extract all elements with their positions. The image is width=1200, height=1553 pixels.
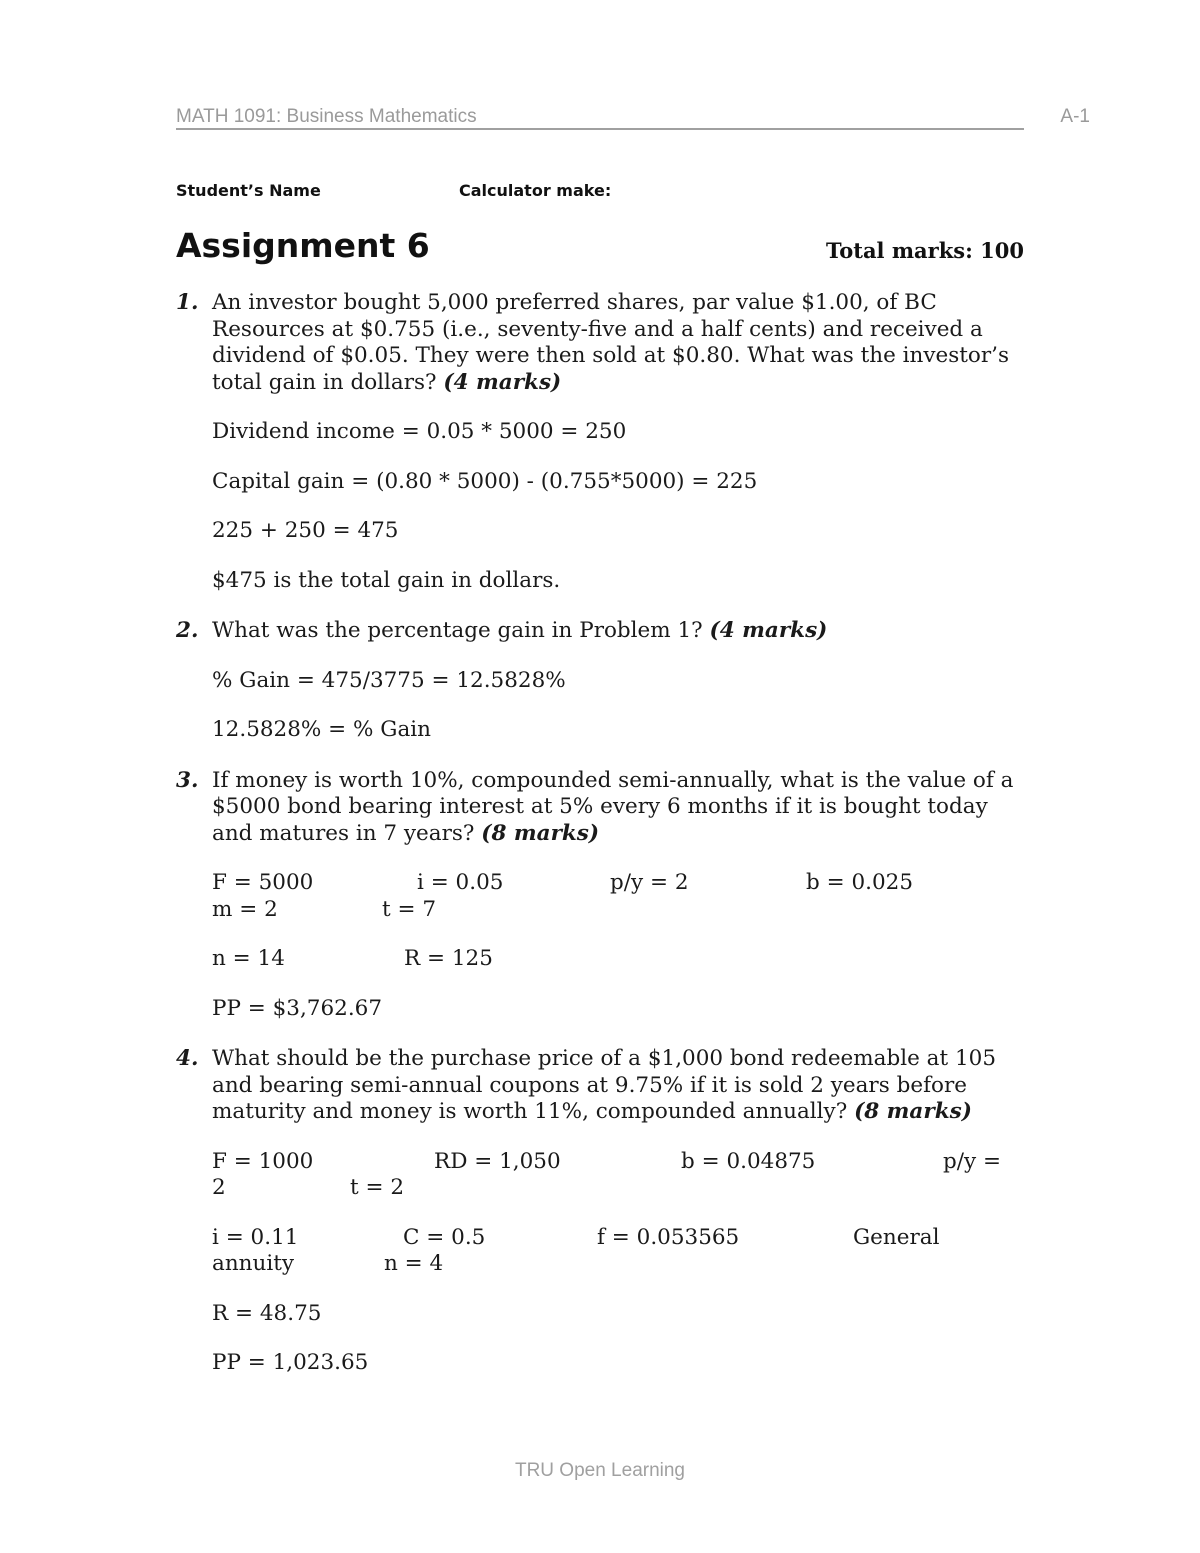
question-marks: (8 marks) <box>854 1099 972 1124</box>
variable: R = 125 <box>404 946 493 971</box>
variable: t = 7 <box>382 896 437 922</box>
question-3 <box>176 768 1026 848</box>
answer-line: Capital gain = (0.80 * 5000) - (0.755*5000) = 225 <box>212 468 758 494</box>
variable: n = 4 <box>384 1251 444 1276</box>
variable: F = 1000 <box>212 1148 314 1174</box>
total-marks: Total marks: 100 <box>826 238 1024 263</box>
variable: i = 0.05 <box>417 870 504 895</box>
variable: f = 0.053565 <box>597 1224 740 1250</box>
question-text: An investor bought 5,000 preferred shares, par value $1.00, of BC Resources at $0.755 (i.e., seventy-five and a half cents) and received a dividend of $0.05. They were then sold at $0.80. What was the investor’s total gain in dollars? <box>212 290 1009 395</box>
question-number: 4. <box>176 1046 199 1071</box>
answer-line: 12.5828% = % Gain <box>212 717 431 742</box>
question-text: If money is worth 10%, compounded semi-annually, what is the value of a $5000 bond bearing interest at 5% every 6 months if it is bought today and matures in 7 years? <box>212 767 1014 846</box>
question-marks: (8 marks) <box>481 820 600 846</box>
variable: b = 0.04875 <box>681 1148 816 1174</box>
answer-result: PP = $3,762.67 <box>212 995 383 1021</box>
student-name-label: Student’s Name <box>176 181 321 200</box>
course-header: MATH 1091: Business Mathematics <box>176 106 477 127</box>
question-number: 3. <box>176 767 199 793</box>
answer-line: 225 + 250 = 475 <box>212 518 399 543</box>
variable: n = 14 <box>212 946 285 971</box>
page-title: Assignment 6 <box>176 226 430 265</box>
header-divider <box>176 128 1024 130</box>
answer-result: PP = 1,023.65 <box>212 1350 369 1375</box>
variable: m = 2 <box>212 896 278 922</box>
variable-block <box>176 870 1026 923</box>
answer-line: $475 is the total gain in dollars. <box>212 567 561 593</box>
answer-line: R = 48.75 <box>212 1300 322 1326</box>
variable-block <box>176 946 1026 973</box>
question-marks: (4 marks) <box>709 618 828 643</box>
answer-line: % Gain = 475/3775 = 12.5828% <box>212 667 566 693</box>
variable-block <box>176 1225 1026 1278</box>
footer-text: TRU Open Learning <box>514 1460 686 1481</box>
variable: 2 <box>212 1175 226 1200</box>
question-number: 1. <box>176 290 199 315</box>
question-1 <box>176 290 1026 396</box>
variable: t = 2 <box>350 1175 405 1200</box>
variable-block <box>176 1149 1026 1202</box>
answer-line: Dividend income = 0.05 * 5000 = 250 <box>212 419 627 444</box>
variable: annuity <box>212 1251 295 1276</box>
question-4 <box>176 1046 1026 1126</box>
question-number: 2. <box>176 618 199 643</box>
variable: p/y = 2 <box>610 870 689 895</box>
calculator-make-label: Calculator make: <box>459 181 612 200</box>
question-marks: (4 marks) <box>443 369 562 395</box>
variable: RD = 1,050 <box>434 1148 561 1174</box>
question-text: What should be the purchase price of a $1,000 bond redeemable at 105 and bearing semi-annual coupons at 9.75% if it is sold 2 years before maturity and money is worth 11%, compounded annually? <box>212 1046 996 1124</box>
variable: F = 5000 <box>212 870 314 895</box>
assignment-body <box>176 290 1026 1377</box>
page-number: A-1 <box>1060 106 1090 127</box>
question-text: What was the percentage gain in Problem 1? <box>212 618 703 643</box>
variable: i = 0.11 <box>212 1224 299 1250</box>
variable: b = 0.025 <box>806 870 913 895</box>
variable: p/y = <box>943 1148 1002 1174</box>
variable: C = 0.5 <box>403 1224 486 1250</box>
variable: General <box>853 1224 940 1250</box>
question-2 <box>176 618 1026 645</box>
